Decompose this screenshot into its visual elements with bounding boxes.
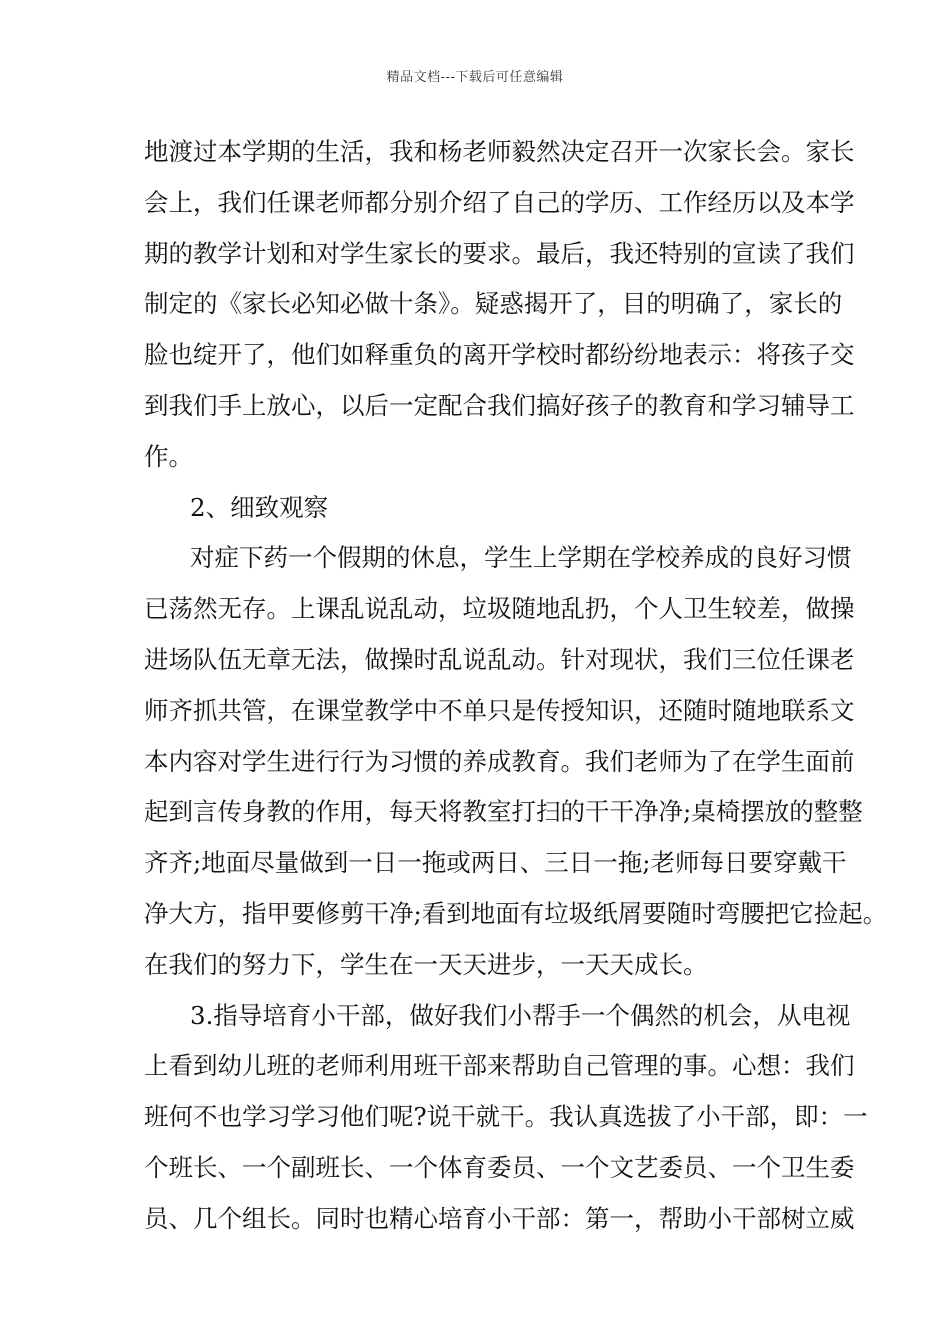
text-line: 起到言传身教的作用，每天将教室打扫的干干净净;桌椅摆放的整整 xyxy=(144,797,863,827)
text-line: 期的教学计划和对学生家长的要求。最后，我还特别的宣读了我们 xyxy=(144,238,855,268)
text-line: 班何不也学习学习他们呢?说干就干。我认真选拔了小干部，即：一 xyxy=(144,1102,868,1132)
text-line: 上看到幼儿班的老师利用班干部来帮助自己管理的事。心想：我们 xyxy=(144,1051,855,1081)
document-body xyxy=(144,127,888,1245)
section-heading: 2、细致观察 xyxy=(190,492,329,522)
paragraph-first-line: 对症下药一个假期的休息，学生上学期在学校养成的良好习惯 xyxy=(190,543,852,573)
text-line: 进场队伍无章无法，做操时乱说乱动。针对现状，我们三位任课老 xyxy=(144,644,855,674)
text-line: 员、几个组长。同时也精心培育小干部：第一，帮助小干部树立威 xyxy=(144,1203,855,1233)
text-line: 制定的《家长必知必做十条》。疑惑揭开了，目的明确了，家长的 xyxy=(144,289,843,319)
paragraph-first-line: 3.指导培育小干部，做好我们小帮手一个偶然的机会，从电视 xyxy=(190,1000,851,1030)
text-line: 会上，我们任课老师都分别介绍了自己的学历、工作经历以及本学 xyxy=(144,187,855,217)
text-line: 师齐抓共管，在课堂教学中不单只是传授知识，还随时随地联系文 xyxy=(144,695,855,725)
text-line: 本内容对学生进行行为习惯的养成教育。我们老师为了在学生面前 xyxy=(144,746,855,776)
text-line: 齐齐;地面尽量做到一日一拖或两日、三日一拖;老师每日要穿戴干 xyxy=(144,848,847,878)
text-line: 作。 xyxy=(144,441,193,471)
text-line: 在我们的努力下，学生在一天天进步，一天天成长。 xyxy=(144,949,708,979)
text-line: 地渡过本学期的生活，我和杨老师毅然决定召开一次家长会。家长 xyxy=(144,137,855,166)
text-line: 净大方，指甲要修剪干净;看到地面有垃圾纸屑要随时弯腰把它捡起。 xyxy=(144,898,888,928)
text-line: 个班长、一个副班长、一个体育委员、一个文艺委员、一个卫生委 xyxy=(144,1152,855,1182)
text-line: 已荡然无存。上课乱说乱动，垃圾随地乱扔，个人卫生较差，做操 xyxy=(144,594,855,624)
text-line: 脸也绽开了，他们如释重负的离开学校时都纷纷地表示：将孩子交 xyxy=(144,340,855,370)
text-line: 到我们手上放心，以后一定配合我们搞好孩子的教育和学习辅导工 xyxy=(144,390,855,420)
page-header: 精品文档---下载后可任意编辑 xyxy=(386,70,564,85)
